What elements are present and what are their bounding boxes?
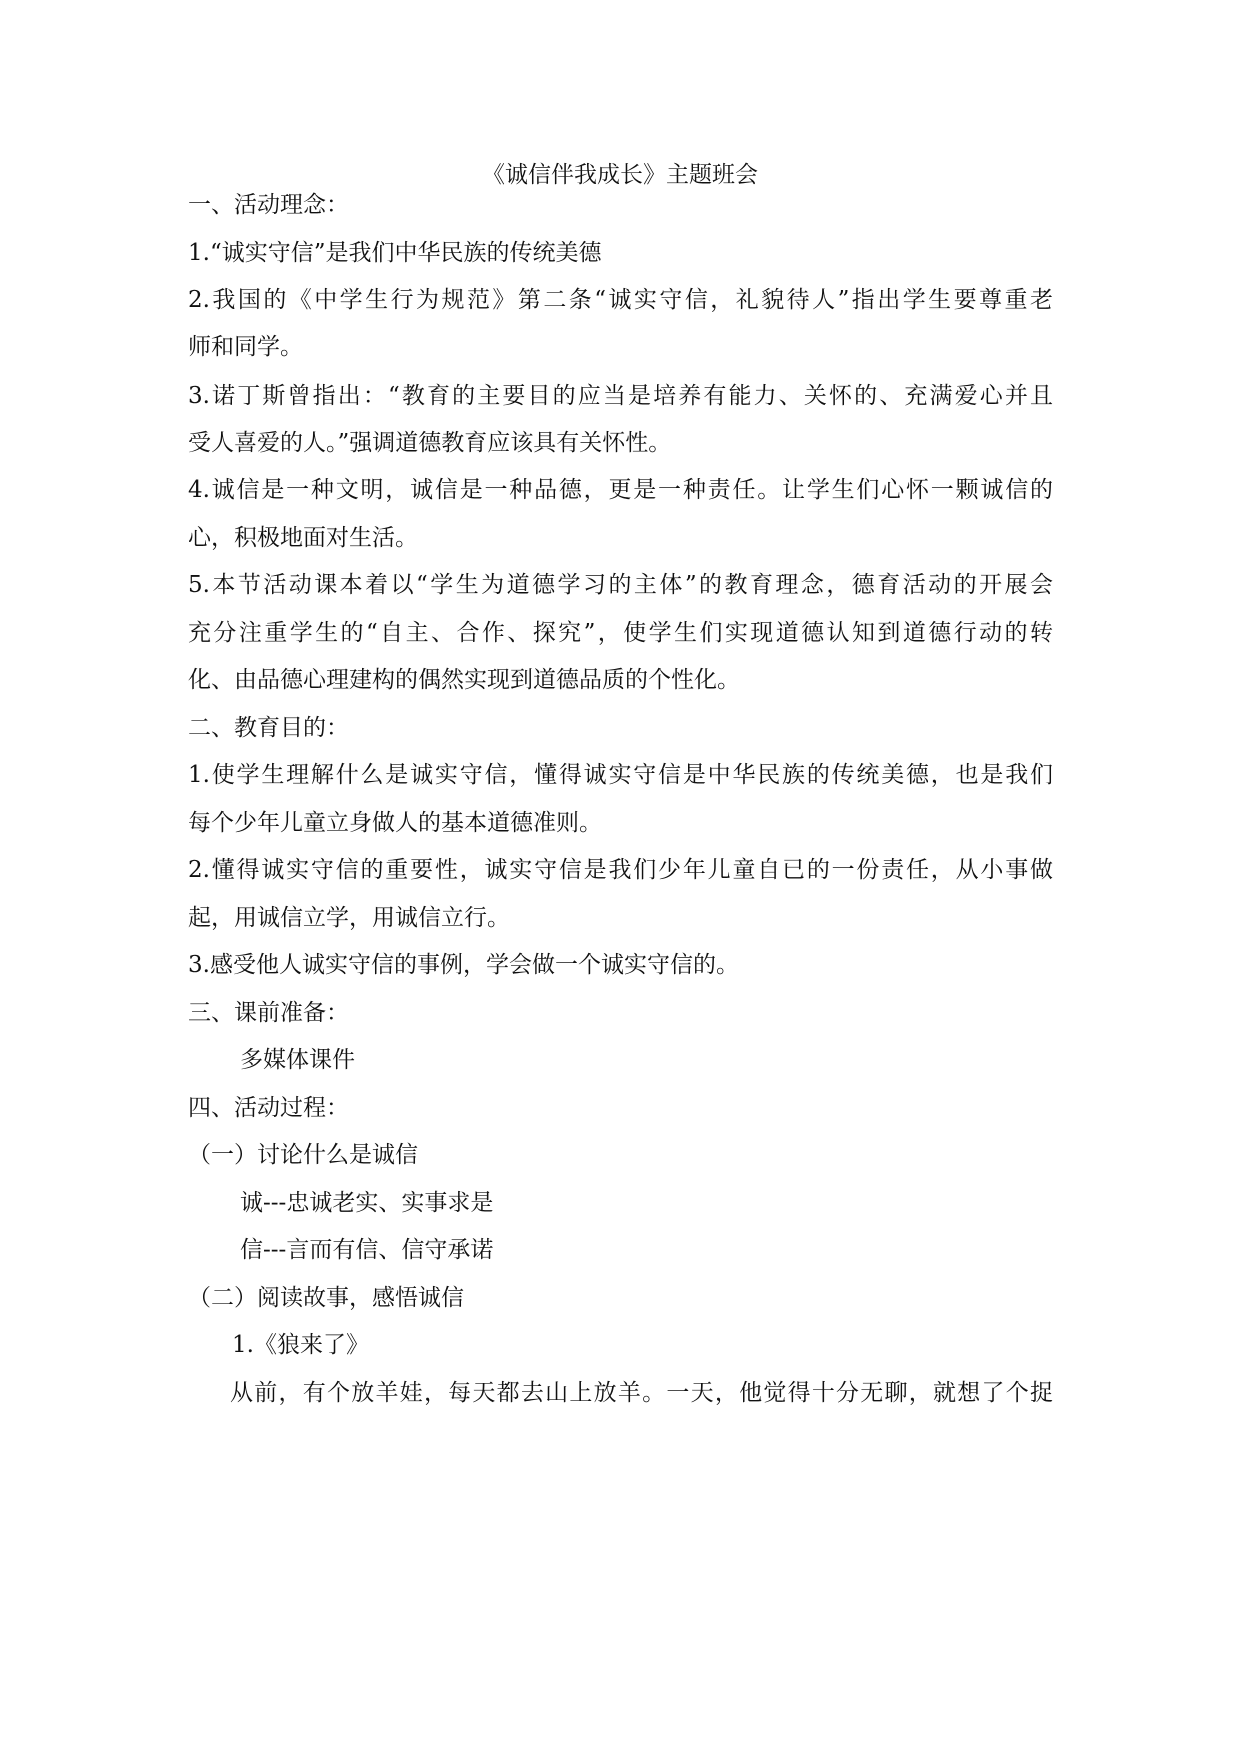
subsection-heading: （一）讨论什么是诚信 (188, 1142, 418, 1168)
paragraph-line: 4.诚信是一种文明，诚信是一种品德，更是一种责任。让学生们心怀一颗诚信的 (188, 477, 1053, 503)
section-heading-2: 二、教育目的： (188, 715, 349, 741)
paragraph-line: 2.我国的《中学生行为规范》第二条“诚实守信，礼貌待人”指出学生要尊重老 (188, 287, 1053, 313)
section-heading-3: 三、课前准备： (188, 1000, 349, 1026)
paragraph-line: 诚---忠诚老实、实事求是 (240, 1190, 494, 1216)
paragraph-line: 受人喜爱的人。”强调道德教育应该具有关怀性。 (188, 430, 672, 456)
page-title: 《诚信伴我成长》主题班会 (482, 162, 758, 188)
paragraph-line: 1.“诚实守信”是我们中华民族的传统美德 (188, 240, 602, 266)
paragraph-line: 3.感受他人诚实守信的事例，学会做一个诚实守信的。 (188, 952, 739, 978)
section-heading-1: 一、活动理念： (188, 192, 349, 218)
paragraph-line: 每个少年儿童立身做人的基本道德准则。 (188, 810, 602, 836)
story-title: 1.《狼来了》 (232, 1332, 369, 1358)
paragraph-line: 5.本节活动课本着以“学生为道德学习的主体”的教育理念，德育活动的开展会 (188, 572, 1053, 598)
paragraph-line: 2.懂得诚实守信的重要性，诚实守信是我们少年儿童自已的一份责任，从小事做 (188, 857, 1053, 883)
subsection-heading: （二）阅读故事，感悟诚信 (188, 1285, 464, 1311)
section-heading-4: 四、活动过程： (188, 1095, 349, 1121)
paragraph-line: 充分注重学生的“自主、合作、探究”，使学生们实现道德认知到道德行动的转 (188, 620, 1053, 646)
paragraph-line: 化、由品德心理建构的偶然实现到道德品质的个性化。 (188, 667, 740, 693)
paragraph-line: 信---言而有信、信守承诺 (240, 1237, 494, 1263)
paragraph-line: 心，积极地面对生活。 (188, 525, 418, 551)
paragraph-line: 3.诺丁斯曾指出：“教育的主要目的应当是培养有能力、关怀的、充满爱心并且 (188, 383, 1053, 409)
paragraph-line: 起，用诚信立学，用诚信立行。 (188, 905, 510, 931)
paragraph-line: 多媒体课件 (240, 1047, 355, 1073)
paragraph-line: 师和同学。 (188, 334, 303, 360)
paragraph-line: 1.使学生理解什么是诚实守信，懂得诚实守信是中华民族的传统美德，也是我们 (188, 762, 1053, 788)
paragraph-line: 从前，有个放羊娃，每天都去山上放羊。一天，他觉得十分无聊，就想了个捉 (230, 1380, 1053, 1406)
